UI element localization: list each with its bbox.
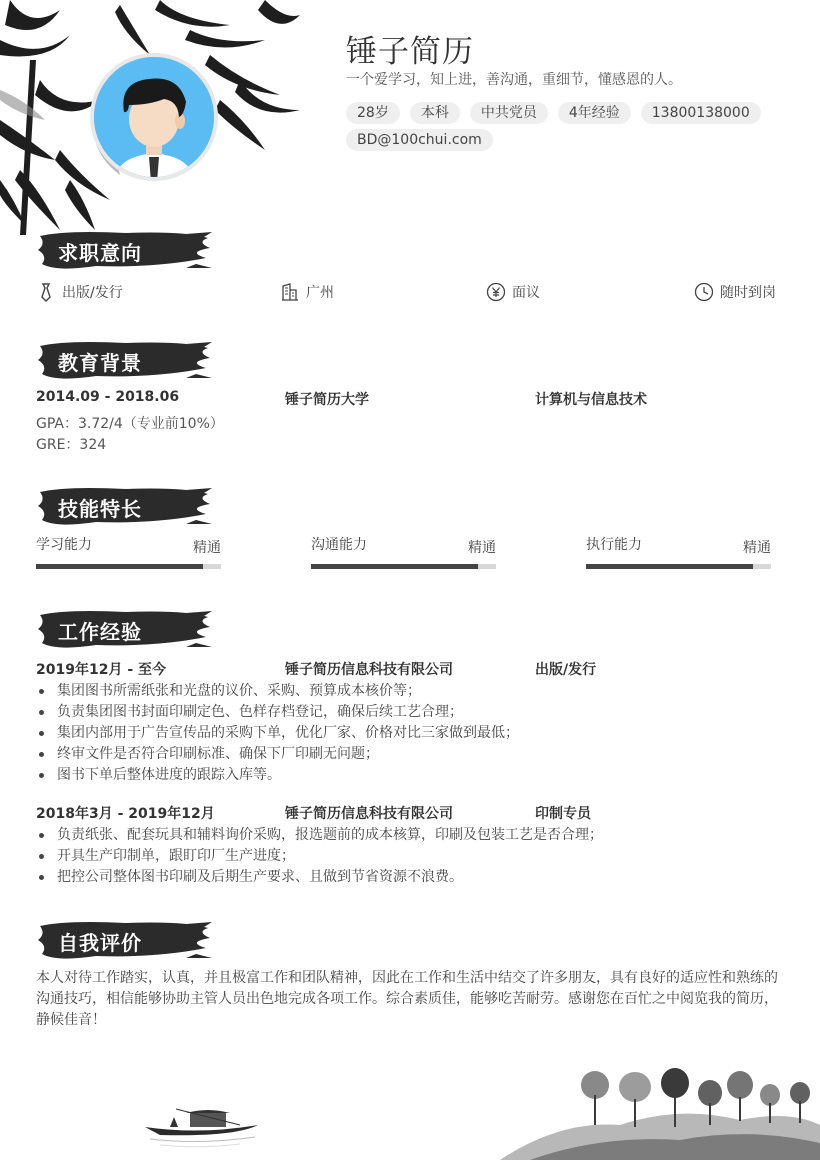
section-title-text: 技能特长: [58, 497, 142, 521]
section-title-work: [36, 607, 212, 653]
intent-salary-text: 面议: [512, 285, 540, 301]
education-major: 计算机与信息技术: [535, 392, 647, 408]
intent-availability: [694, 282, 776, 302]
section-title-education: [36, 338, 212, 384]
intent-salary: [486, 282, 540, 302]
email-tag: BD@100chui.com: [346, 129, 493, 151]
job-duties: [36, 825, 776, 888]
building-icon: [280, 282, 300, 302]
list-item: 终审文件是否符合印刷标准、确保下厂印刷无问题；: [36, 744, 776, 765]
profile-tags: [346, 102, 786, 151]
education-gpa: GPA：3.72/4（专业前10%）: [36, 416, 224, 432]
candidate-motto: 一个爱学习，知上进，善沟通，重细节，懂感恩的人。: [346, 72, 682, 88]
yen-icon: [486, 282, 506, 302]
phone-tag: 13800138000: [641, 102, 761, 124]
job-role: 印制专员: [535, 806, 591, 822]
section-title-self: [36, 918, 212, 964]
job-company: 锤子简历信息科技有限公司: [285, 806, 453, 822]
intent-position-text: 出版/发行: [62, 285, 123, 301]
tie-icon: [36, 282, 56, 302]
skill-item: [311, 534, 496, 574]
avatar-illustration: [94, 57, 214, 177]
job-company: 锤子简历信息科技有限公司: [285, 662, 453, 678]
list-item: 开具生产印制单，跟盯印厂生产进度；: [36, 846, 776, 867]
experience-tag: 4年经验: [558, 102, 631, 124]
skill-name: 沟通能力: [311, 537, 367, 553]
skill-progress-bar: [36, 564, 221, 569]
intent-city: [280, 282, 334, 302]
skill-progress-bar: [586, 564, 771, 569]
section-title-skills: [36, 484, 212, 530]
avatar: [90, 53, 218, 181]
political-status-tag: 中共党员: [470, 102, 548, 124]
list-item: 图书下单后整体进度的跟踪入库等。: [36, 765, 776, 786]
list-item: 把控公司整体图书印刷及后期生产要求、且做到节省资源不浪费。: [36, 867, 776, 888]
skill-level: 精通: [193, 540, 221, 556]
education-gre: GRE：324: [36, 437, 107, 453]
skill-progress-fill: [36, 564, 203, 569]
age-tag: 28岁: [346, 102, 400, 124]
section-title-text: 自我评价: [58, 931, 142, 955]
self-evaluation-text: 本人对待工作踏实，认真，并且极富工作和团队精神，因此在工作和生活中结交了许多朋友，具有良好的适应性和熟练的沟通技巧，相信能够协助主管人员出色地完成各项工作。综合素质佳，能够吃苦耐劳。感谢您在百忙之中阅览我的简历，静候佳音！: [36, 970, 778, 1028]
intent-position: [36, 282, 123, 302]
job-duties: [36, 681, 776, 786]
skill-level: 精通: [743, 540, 771, 556]
skill-progress-fill: [586, 564, 753, 569]
section-title-text: 教育背景: [58, 351, 142, 375]
skill-name: 学习能力: [36, 537, 92, 553]
job-intent-row: [36, 282, 776, 304]
ink-landscape-decoration: [500, 1065, 820, 1160]
section-title-intent: [36, 228, 212, 274]
clock-icon: [694, 282, 714, 302]
list-item: 集团图书所需纸张和光盘的议价、采购、预算成本核价等；: [36, 681, 776, 702]
job-header: [36, 659, 776, 679]
intent-city-text: 广州: [306, 285, 334, 301]
skill-item: [586, 534, 771, 574]
job-role: 出版/发行: [535, 662, 597, 678]
intent-availability-text: 随时到岗: [720, 285, 776, 301]
education-school: 锤子简历大学: [285, 392, 369, 408]
skill-item: [36, 534, 221, 574]
skill-progress-fill: [311, 564, 478, 569]
section-title-text: 工作经验: [58, 620, 142, 644]
candidate-name: 锤子简历: [346, 34, 474, 70]
education-period: 2014.09 - 2018.06: [36, 389, 180, 405]
job-period: 2019年12月 - 至今: [36, 662, 167, 678]
skill-progress-bar: [311, 564, 496, 569]
list-item: 负责纸张、配套玩具和辅料询价采购，报选题前的成本核算，印刷及包装工艺是否合理；: [36, 825, 776, 846]
job-header: [36, 803, 776, 823]
list-item: 集团内部用于广告宣传品的采购下单，优化厂家、价格对比三家做到最低；: [36, 723, 776, 744]
list-item: 负责集团图书封面印刷定色、色样存档登记，确保后续工艺合理；: [36, 702, 776, 723]
boat-decoration: [140, 1095, 265, 1150]
degree-tag: 本科: [410, 102, 460, 124]
section-title-text: 求职意向: [58, 241, 142, 265]
skill-name: 执行能力: [586, 537, 642, 553]
skill-level: 精通: [468, 540, 496, 556]
job-period: 2018年3月 - 2019年12月: [36, 806, 215, 822]
